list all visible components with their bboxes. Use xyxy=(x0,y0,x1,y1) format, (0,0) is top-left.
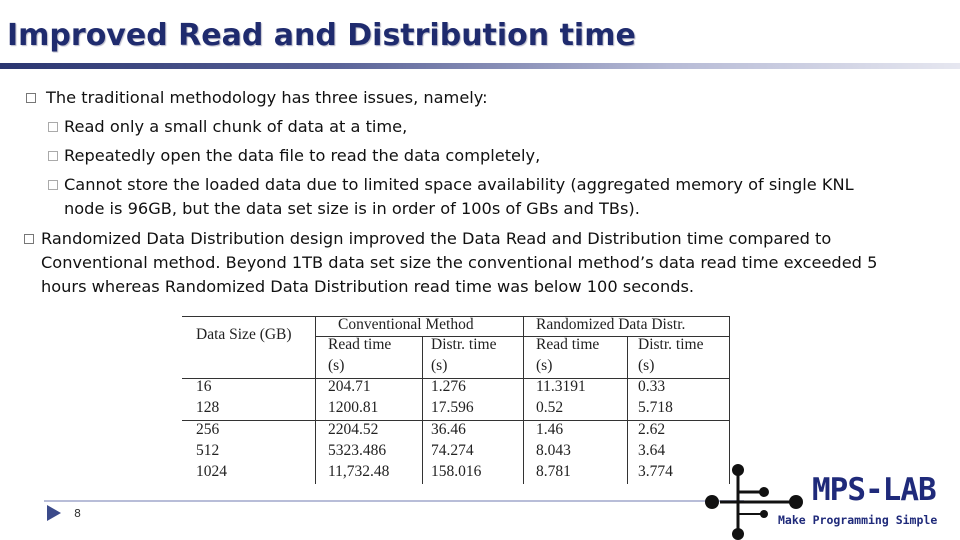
table-cell: 2204.52 xyxy=(328,421,379,438)
table-cell: 158.016 xyxy=(431,463,482,480)
bullet-2-line-1: Randomized Data Distribution design improved the Data Read and Distribution time compared to xyxy=(41,229,832,248)
table-cell: 3.774 xyxy=(638,463,673,480)
sub-header-read: Read time xyxy=(328,336,392,353)
logo-name: MPS-LAB xyxy=(812,472,936,508)
table-col-line xyxy=(523,316,524,484)
table-cell: 204.71 xyxy=(328,378,371,395)
table-cell: 1024 xyxy=(196,463,227,480)
table-cell: 8.781 xyxy=(536,463,571,480)
table-cell: 0.52 xyxy=(536,399,564,416)
sub-header-distr-unit: (s) xyxy=(638,357,655,374)
table-col-line xyxy=(315,316,316,484)
circuit-logo-icon xyxy=(700,462,810,540)
table-cell: 1.276 xyxy=(431,378,466,395)
sub-bullet-box-icon xyxy=(48,122,58,132)
table-cell: 36.46 xyxy=(431,421,466,438)
table-cell: 256 xyxy=(196,421,220,438)
title-underline xyxy=(0,63,960,69)
table-cell: 74.274 xyxy=(431,442,474,459)
table-col-line xyxy=(729,316,730,484)
slide-title: Improved Read and Distribution time xyxy=(7,18,636,53)
table-col-line xyxy=(422,336,423,484)
bullet-box-icon xyxy=(24,234,34,244)
logo-tagline: Make Programming Simple xyxy=(778,513,938,527)
table-cell: 5323.486 xyxy=(328,442,387,459)
sub-bullet-box-icon xyxy=(48,180,58,190)
table-cell: 1.46 xyxy=(536,421,564,438)
col-header-data-size: Data Size (GB) xyxy=(196,326,292,343)
sub-bullet-2: Repeatedly open the data file to read the data completely, xyxy=(64,146,541,165)
sub-bullet-3-line-2: node is 96GB, but the data set size is in order of 100s of GBs and TBs). xyxy=(64,199,640,218)
group-header-conventional: Conventional Method xyxy=(338,316,474,333)
sub-bullet-box-icon xyxy=(48,151,58,161)
table-cell: 2.62 xyxy=(638,421,666,438)
table-cell: 0.33 xyxy=(638,378,666,395)
bullet-1: The traditional methodology has three issues, namely: xyxy=(46,88,488,107)
bullet-2-line-2: Conventional method. Beyond 1TB data set size the conventional method’s data read time exceeded 5 xyxy=(41,253,878,272)
sub-header-distr-unit: (s) xyxy=(431,357,448,374)
table-cell: 16 xyxy=(196,378,212,395)
bullet-2-line-3: hours whereas Randomized Data Distribution read time was below 100 seconds. xyxy=(41,277,695,296)
table-col-line xyxy=(627,336,628,484)
sub-header-read-unit: (s) xyxy=(328,357,345,374)
bullet-box-icon xyxy=(26,93,36,103)
sub-header-distr: Distr. time xyxy=(638,336,704,353)
table-cell: 3.64 xyxy=(638,442,666,459)
table-cell: 512 xyxy=(196,442,220,459)
sub-header-distr: Distr. time xyxy=(431,336,497,353)
group-header-randomized: Randomized Data Distr. xyxy=(536,316,686,333)
sub-header-read: Read time xyxy=(536,336,600,353)
table-cell: 17.596 xyxy=(431,399,474,416)
table-cell: 11,732.48 xyxy=(328,463,390,480)
sub-header-read-unit: (s) xyxy=(536,357,553,374)
table-cell: 8.043 xyxy=(536,442,571,459)
sub-bullet-1: Read only a small chunk of data at a time, xyxy=(64,117,408,136)
table-cell: 128 xyxy=(196,399,220,416)
page-number: 8 xyxy=(74,507,81,520)
table-cell: 11.3191 xyxy=(536,378,586,395)
results-table xyxy=(182,316,730,484)
footer-rule xyxy=(44,500,744,502)
table-cell: 1200.81 xyxy=(328,399,379,416)
play-icon xyxy=(47,505,61,521)
table-cell: 5.718 xyxy=(638,399,673,416)
sub-bullet-3-line-1: Cannot store the loaded data due to limited space availability (aggregated memory of single KNL xyxy=(64,175,854,194)
